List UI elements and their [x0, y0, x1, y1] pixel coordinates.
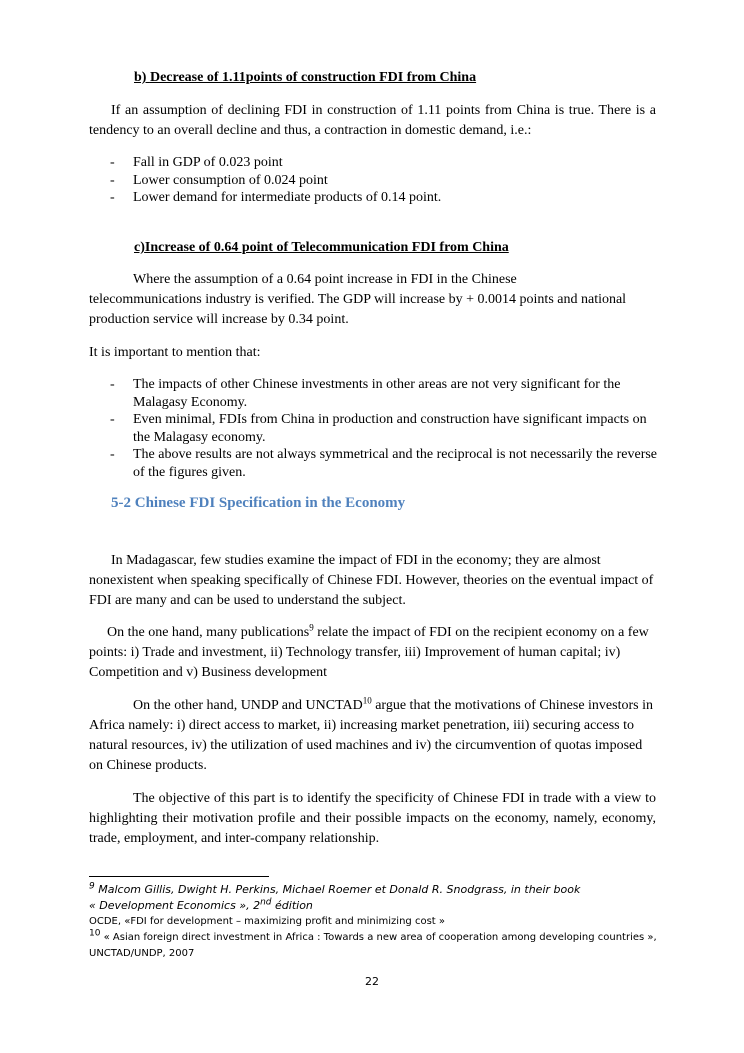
footnote-9-continued: « Development Economics », 2nd édition: [89, 897, 313, 912]
list-item: - The above results are not always symmetrical and the reciprocal is not necessarily the reverse of the figures given.: [110, 447, 658, 480]
heading-c-title: Increase of 0.64 point of Telecommunication FDI from China: [144, 240, 509, 255]
list-item: - Fall in GDP of 0.023 point: [110, 155, 283, 170]
paragraph-important: It is important to mention that:: [89, 345, 261, 360]
list-item: - Lower demand for intermediate products of 0.14 point.: [110, 190, 442, 205]
heading-b-label: b): [134, 70, 150, 85]
footnote-separator: [89, 876, 269, 877]
bullet-list-decrease: [108, 154, 658, 207]
bullet-list-important: [108, 376, 658, 481]
heading-b: [134, 70, 476, 86]
paragraph-increase: [89, 270, 656, 330]
paragraph-objective: The objective of this part is to identify the specificity of Chinese FDI in trade with a view to highlighting their motivation profile and their possible impacts on the economy, namely, economy, trade, employment, and inter-company relationship.: [89, 791, 656, 846]
footnote-ref-10: 10: [362, 695, 372, 706]
bullet-dash: -: [110, 190, 115, 205]
bullet-dash: -: [110, 155, 115, 170]
footnote-9: $^9$ Malcom Gillis, Dwight H. Perkins, Michael Roemer et Donald R. Snodgrass, in their book: [89, 881, 581, 896]
paragraph-one-hand: On the one hand, many publications$^9$ relate the impact of FDI on the recipient economy on a few points: i) Trade and investment, ii) Technology transfer, iii) Improvement of human capital; iv) Competition and v) Business development: [89, 622, 649, 680]
heading-c-label: c): [134, 240, 145, 255]
list-item: - The impacts of other Chinese investments in other areas are not very significant for the Malagasy Economy.: [110, 377, 621, 410]
footnote-10: $^{10}$ « Asian foreign direct investment in Africa : Towards a new area of cooperation among developing countries », UNCTAD/UNDP, 2007: [89, 928, 657, 959]
heading-b-title: Decrease of 1.11points of construction FDI from China: [149, 70, 477, 85]
paragraph-madagascar: In Madagascar, few studies examine the impact of FDI in the economy; they are almost nonexistent when speaking specifically of Chinese FDI. However, theories on the eventual impact of FDI are many and can be used to understand the subject.: [89, 553, 654, 608]
footnote-ocde: OCDE, «FDI for development – maximizing profit and minimizing cost »: [89, 916, 445, 927]
page-number: 22: [365, 975, 379, 988]
paragraph-decrease: If an assumption of declining FDI in construction of 1.11 points from China is true. There is a tendency to an overall decline and thus, a contraction in domestic demand, i.e.:: [89, 103, 656, 138]
footnotes: [89, 882, 689, 962]
bullet-dash: -: [110, 447, 115, 462]
bullet-dash: -: [110, 377, 115, 392]
paragraph-increase-first-line: Where the assumption of a 0.64 point increase in FDI in the Chinese: [133, 272, 517, 287]
paragraph-increase-rest: telecommunications industry is verified. The GDP will increase by + 0.0014 points and national production service will increase by 0.34 point.: [89, 292, 627, 327]
list-item: - Lower consumption of 0.024 point: [110, 172, 328, 188]
footnote-ref-9: 9: [309, 622, 314, 633]
bullet-dash: -: [110, 172, 115, 188]
heading-c: [134, 240, 509, 256]
section-title: 5-2 Chinese FDI Specification in the Economy: [111, 495, 406, 511]
bullet-dash: -: [110, 412, 115, 427]
paragraph-other-hand: On the other hand, UNDP and UNCTAD$^{10}$ argue that the motivations of Chinese investors in Africa namely: i) direct access to market, ii) increasing market penetration, iii) securing access to natural resources, iv) the utilization of used machines and iv) the circumvention of quotas imposed on Chinese products.: [89, 695, 653, 773]
list-item: - Even minimal, FDIs from China in production and construction have significant impacts on the Malagasy economy.: [110, 412, 647, 445]
